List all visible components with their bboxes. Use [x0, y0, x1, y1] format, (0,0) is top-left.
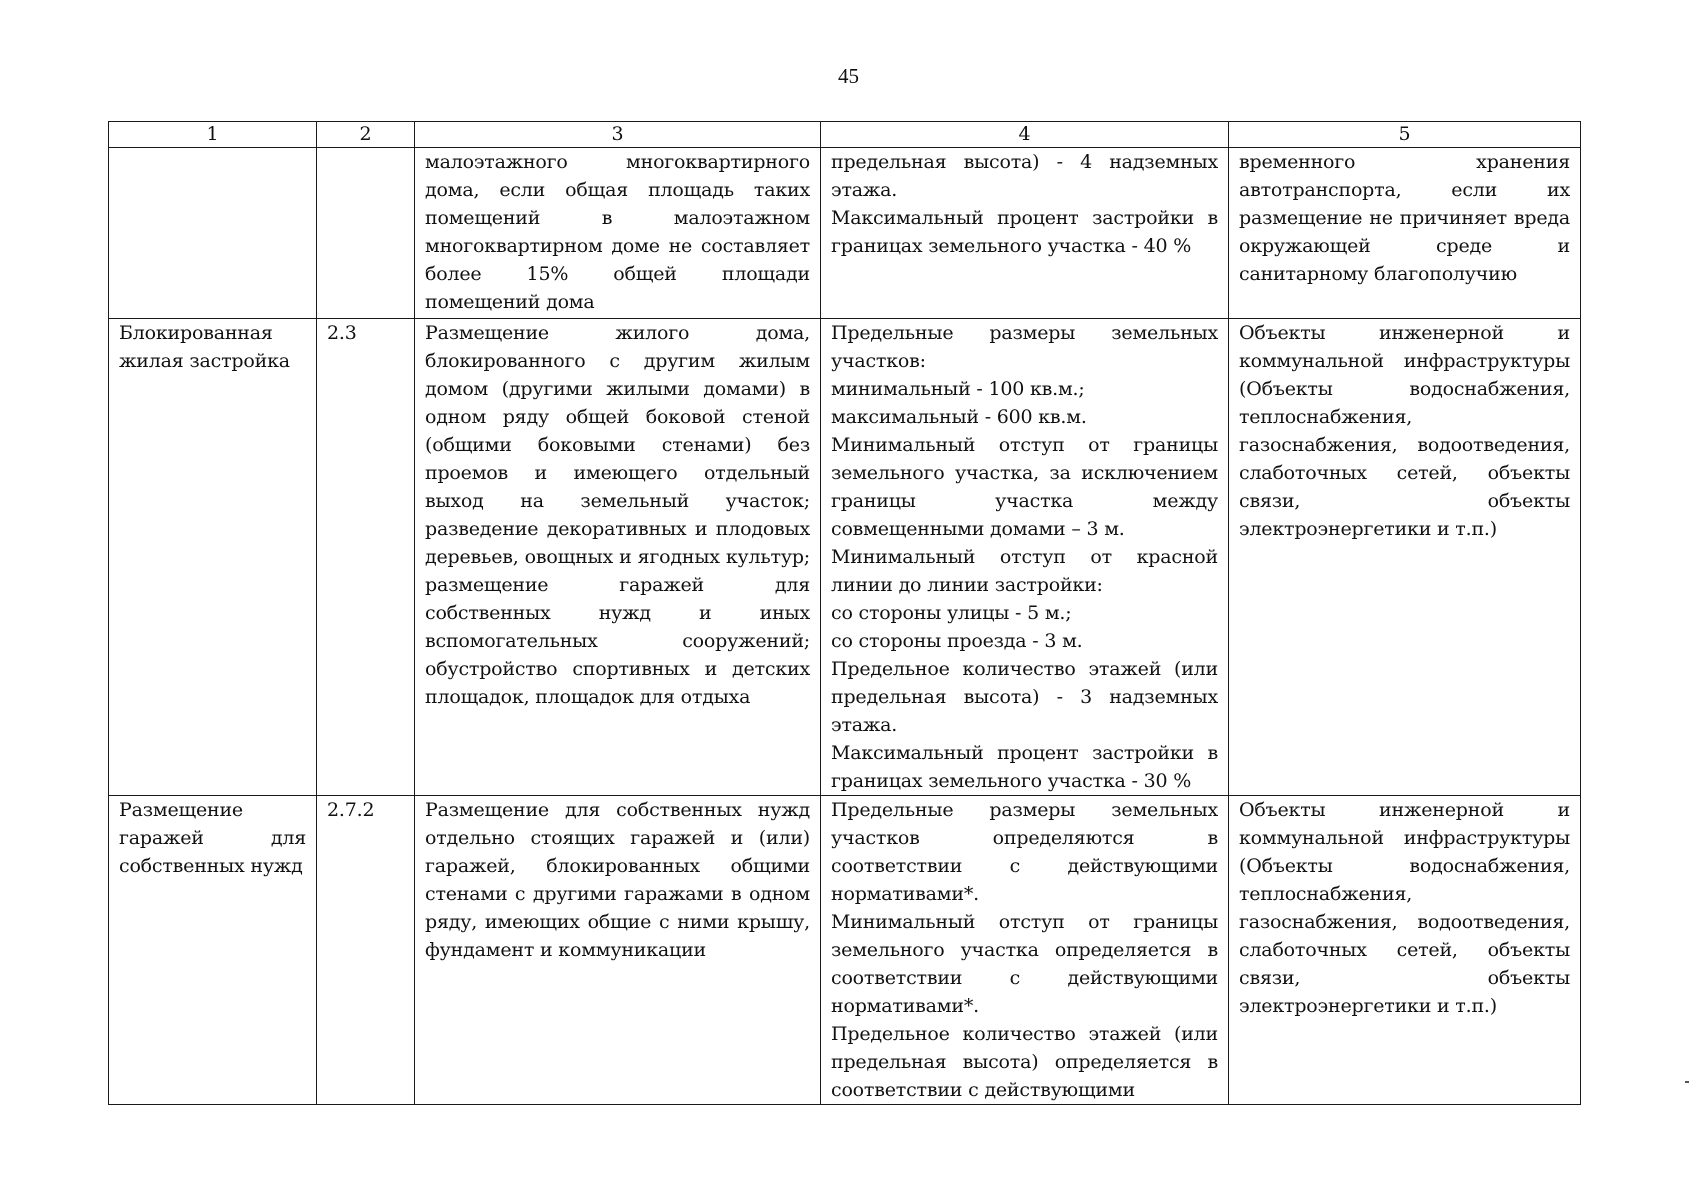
row-1-code — [317, 148, 415, 319]
table-row — [109, 148, 1581, 319]
cell-text: временного хранения автотранспорта, если их размещение не причиняет вреда окружающей среде и санитарному благополучию — [1239, 151, 1570, 285]
regulations-table — [108, 121, 1581, 1105]
cell-text: Предельные размеры земельных участков: минимальный - 100 кв.м.; максимальный - 600 кв.м. Минимальный отступ от границы земельного участка, за исключением границы участка между совмещенными домами – 3 м. Минимальный отступ от красной линии до линии застройки: со стороны улицы - 5 м.; со стороны проезда - 3 м. Предельное количество этажей (или предельная высота) - 3 надземных этажа. Максимальный процент застройки в границах земельного участка - 30 % — [831, 322, 1218, 792]
row-3-auxiliary-uses — [1229, 796, 1581, 1105]
cell-text: Объекты инженерной и коммунальной инфраструктуры (Объекты водоснабжения, теплоснабжения, газоснабжения, водоотведения, слаботочных сетей, объекты связи, объекты электроэнергетики и т.п.) — [1239, 799, 1570, 1017]
row-1-description — [415, 148, 821, 319]
cell-text: малоэтажного многоквартирного дома, если общая площадь таких помещений в малоэтажном многоквартирном доме не составляет более 15% общей площади помещений дома — [425, 151, 810, 313]
column-header-1: 1 — [109, 122, 317, 148]
cell-text: Размещение жилого дома, блокированного с другим жилым домом (другими жилыми домами) в одном ряду общей боковой стеной (общими боковыми стенами) без проемов и имеющего отдельный выход на земельный участок; разведение декоративных и плодовых деревьев, овощных и ягодных культур; размещение гаражей для собственных нужд и иных вспомогательных сооружений; обустройство спортивных и детских площадок, площадок для отдыха — [425, 322, 810, 708]
cell-text: Объекты инженерной и коммунальной инфраструктуры (Объекты водоснабжения, теплоснабжения, газоснабжения, водоотведения, слаботочных сетей, объекты связи, объекты электроэнергетики и т.п.) — [1239, 322, 1570, 540]
cell-text: 2.7.2 — [327, 799, 375, 821]
cell-text: Размещение для собственных нужд отдельно стоящих гаражей и (или) гаражей, блокированных общими стенами с другими гаражами в одном ряду, имеющих общие с ними крышу, фундамент и коммуникации — [425, 799, 810, 961]
row-2-code — [317, 319, 415, 796]
cell-text: Размещение гаражей для собственных нужд — [119, 799, 306, 877]
row-2-auxiliary-uses — [1229, 319, 1581, 796]
table-header-row — [109, 122, 1581, 148]
cell-text: 2.3 — [327, 322, 357, 344]
cell-text: Предельные размеры земельных участков определяются в соответствии с действующими нормативами*. Минимальный отступ от границы земельного участка определяется в соответствии с действующими нормативами*. Предельное количество этажей (или предельная высота) определяется в соответствии с действующими — [831, 799, 1218, 1101]
scan-artifact — [1685, 1081, 1689, 1083]
column-header-5: 5 — [1229, 122, 1581, 148]
cell-text: Блокированная жилая застройка — [119, 322, 290, 372]
row-2-use-name — [109, 319, 317, 796]
column-header-2: 2 — [317, 122, 415, 148]
cell-text: предельная высота) - 4 надземных этажа. Максимальный процент застройки в границах земельного участка - 40 % — [831, 151, 1218, 257]
column-header-4: 4 — [821, 122, 1229, 148]
row-3-description — [415, 796, 821, 1105]
row-1-parameters — [821, 148, 1229, 319]
table-row — [109, 796, 1581, 1105]
row-1-use-name — [109, 148, 317, 319]
row-2-parameters — [821, 319, 1229, 796]
row-3-code — [317, 796, 415, 1105]
row-3-use-name — [109, 796, 317, 1105]
row-3-parameters — [821, 796, 1229, 1105]
table-row — [109, 319, 1581, 796]
row-1-auxiliary-uses — [1229, 148, 1581, 319]
page-number: 45 — [838, 64, 859, 88]
column-header-3: 3 — [415, 122, 821, 148]
row-2-description — [415, 319, 821, 796]
